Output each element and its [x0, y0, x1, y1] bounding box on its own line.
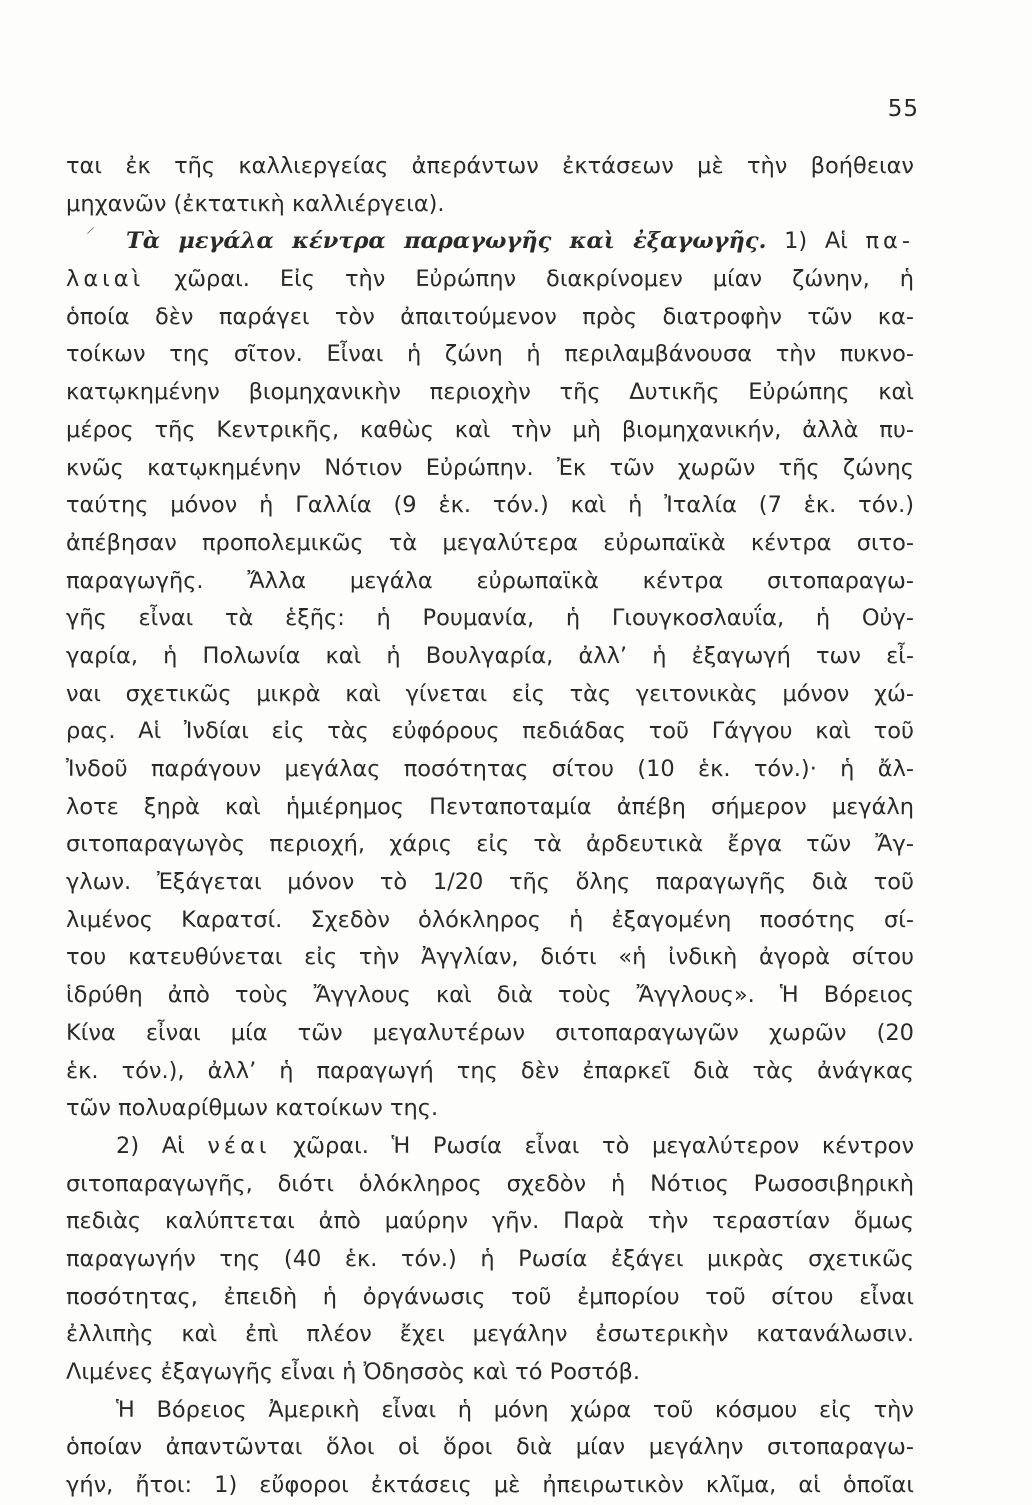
- text-line: κατῳκημένην βιομηχανικὴν περιοχὴν τῆς Δυτικῆς Εὐρώπης καὶ: [66, 379, 914, 406]
- text-line: [66, 261, 914, 299]
- text-line: τῶν πολυαρίθμων κατοίκων της.: [66, 1095, 439, 1122]
- margin-mark-icon: ⸍: [86, 224, 95, 245]
- text-line: ὁποία δὲν παράγει τὸν ἀπαιτούμενον πρὸς διατροφὴν τῶν κα-: [66, 303, 914, 330]
- text-line: παραγωγῆς. Ἄλλα μεγάλα εὐρωπαϊκὰ κέντρα σιτοπαραγω-: [66, 567, 914, 594]
- text-fragment: 1) Αἱ: [766, 228, 866, 255]
- text-line: ναι σχετικῶς μικρὰ καὶ γίνεται εἰς τὰς γειτονικὰς μόνον χώ-: [66, 680, 914, 707]
- text-line: γῆς εἶναι τὰ ἑξῆς: ἡ Ρουμανία, ἡ Γιουγκοσλαυΐα, ἡ Οὐγ-: [66, 605, 914, 632]
- text-line: ἀπέβησαν προπολεμικῶς τὰ μεγαλύτερα εὐρωπαϊκὰ κέντρα σιτο-: [66, 529, 914, 556]
- text-line: σιτοπαραγωγῆς, διότι ὁλόκληρος σχεδὸν ἡ Νότιος Ρωσοσιβηρικὴ: [66, 1170, 914, 1197]
- text-line: του κατευθύνεται εἰς τὴν Ἀγγλίαν, διότι «ἡ ἰνδικὴ ἀγορὰ σίτου: [66, 944, 914, 971]
- section-heading-line: [66, 223, 914, 261]
- text-line: κνῶς κατῳκημένην Νότιον Εὐρώπην. Ἐκ τῶν χωρῶν τῆς ζώνης: [66, 454, 914, 481]
- text-line: ρας. Αἱ Ἰνδίαι εἰς τὰς εὐφόρους πεδιάδας τοῦ Γάγγου καὶ τοῦ: [66, 718, 914, 745]
- spaced-term: πα-: [865, 228, 914, 255]
- text-line: ποσότητας, ἐπειδὴ ἡ ὀργάνωσις τοῦ ἐμπορίου τοῦ σίτου εἶναι: [66, 1283, 914, 1310]
- text-fragment: χῶραι. Εἰς τὴν Εὐρώπην διακρίνομεν μίαν ζώνην, ἡ: [144, 266, 914, 293]
- text-line: παραγωγήν της (40 ἑκ. τόν.) ἡ Ρωσία ἐξάγει μικρὰς σχετικῶς: [66, 1245, 914, 1272]
- text-line: γήν, ἤτοι: 1) εὔφοροι ἐκτάσεις μὲ ἠπειρωτικὸν κλῖμα, αἱ ὁποῖαι: [66, 1472, 914, 1499]
- text-line: Ἰνδοῦ παράγουν μεγάλας ποσότητας σίτου (10 ἑκ. τόν.)· ἡ ἄλ-: [66, 756, 914, 782]
- text-line: Κίνα εἶναι μία τῶν μεγαλυτέρων σιτοπαραγωγῶν χωρῶν (20: [66, 1019, 914, 1046]
- spaced-term: νέαι: [207, 1132, 271, 1159]
- page-number: 55: [887, 96, 919, 122]
- text-line: ται ἐκ τῆς καλλιεργείας ἀπεράντων ἐκτάσεων μὲ τὴν βοήθειαν: [66, 153, 914, 179]
- text-line: λοτε ξηρὰ καὶ ἡμιέρημος Πενταποταμία ἀπέβη σήμερον μεγάλη: [66, 793, 914, 820]
- text-line: πεδιὰς καλύπτεται ἀπὸ μαύρην γῆν. Παρὰ τὴν τεραστίαν ὅμως: [66, 1208, 914, 1235]
- text-line: τοίκων της σῖτον. Εἶναι ἡ ζώνη ἡ περιλαμβάνουσα τὴν πυκνο-: [66, 341, 914, 368]
- text-line: γαρία, ἡ Πολωνία καὶ ἡ Βουλγαρία, ἀλλ’ ἡ ἐξαγωγή των εἶ-: [66, 642, 914, 669]
- text-fragment: χῶραι. Ἡ Ρωσία εἶναι τὸ μεγαλύτερον κέντρον: [270, 1132, 915, 1159]
- text-line: λιμένος Καρατσί. Σχεδὸν ὁλόκληρος ἡ ἐξαγομένη ποσότης σί-: [66, 906, 914, 933]
- text-line: ἐλλιπὴς καὶ ἐπὶ πλέον ἔχει μεγάλην ἐσωτερικὴν κατανάλωσιν.: [66, 1321, 914, 1348]
- text-line: γλων. Ἐξάγεται μόνον τὸ 1/20 τῆς ὅλης παραγωγῆς διὰ τοῦ: [66, 869, 914, 896]
- text-line: μηχανῶν (ἐκτατικὴ καλλιέργεια).: [66, 190, 445, 217]
- text-line: μέρος τῆς Κεντρικῆς, καθὼς καὶ τὴν μὴ βιομηχανικήν, ἀλλὰ πυ-: [66, 416, 914, 443]
- text-line: ἱδρύθη ἀπὸ τοὺς Ἄγγλους καὶ διὰ τοὺς Ἄγγλους». Ἡ Βόρειος: [66, 982, 914, 1009]
- text-line: ταύτης μόνον ἡ Γαλλία (9 ἑκ. τόν.) καὶ ἡ Ἰταλία (7 ἑκ. τόν.): [66, 492, 914, 519]
- section-heading: Τὰ μεγάλα κέντρα παραγωγῆς καὶ ἐξαγωγῆς.: [126, 228, 767, 255]
- text-fragment: 2) Αἱ: [116, 1132, 208, 1159]
- text-line: σιτοπαραγωγὸς περιοχή, χάρις εἰς τὰ ἀρδευτικὰ ἔργα τῶν Ἄγ-: [66, 831, 914, 858]
- text-line: Λιμένες ἐξαγωγῆς εἶναι ἡ Ὀδησσὸς καὶ τό Ροστόβ.: [66, 1359, 641, 1385]
- spaced-term: λαιαὶ: [66, 266, 145, 293]
- body-text: [66, 148, 914, 1505]
- text-line: ἑκ. τόν.), ἀλλ’ ἡ παραγωγή της δὲν ἐπαρκεῖ διὰ τὰς ἀνάγκας: [66, 1057, 914, 1084]
- text-line: [66, 1128, 914, 1166]
- text-line: ὁποίαν ἀπαντῶνται ὅλοι οἱ ὅροι διὰ μίαν μεγάλην σιτοπαραγω-: [66, 1434, 914, 1461]
- text-line: Ἡ Βόρειος Ἀμερικὴ εἶναι ἡ μόνη χώρα τοῦ κόσμου εἰς τὴν: [116, 1396, 914, 1423]
